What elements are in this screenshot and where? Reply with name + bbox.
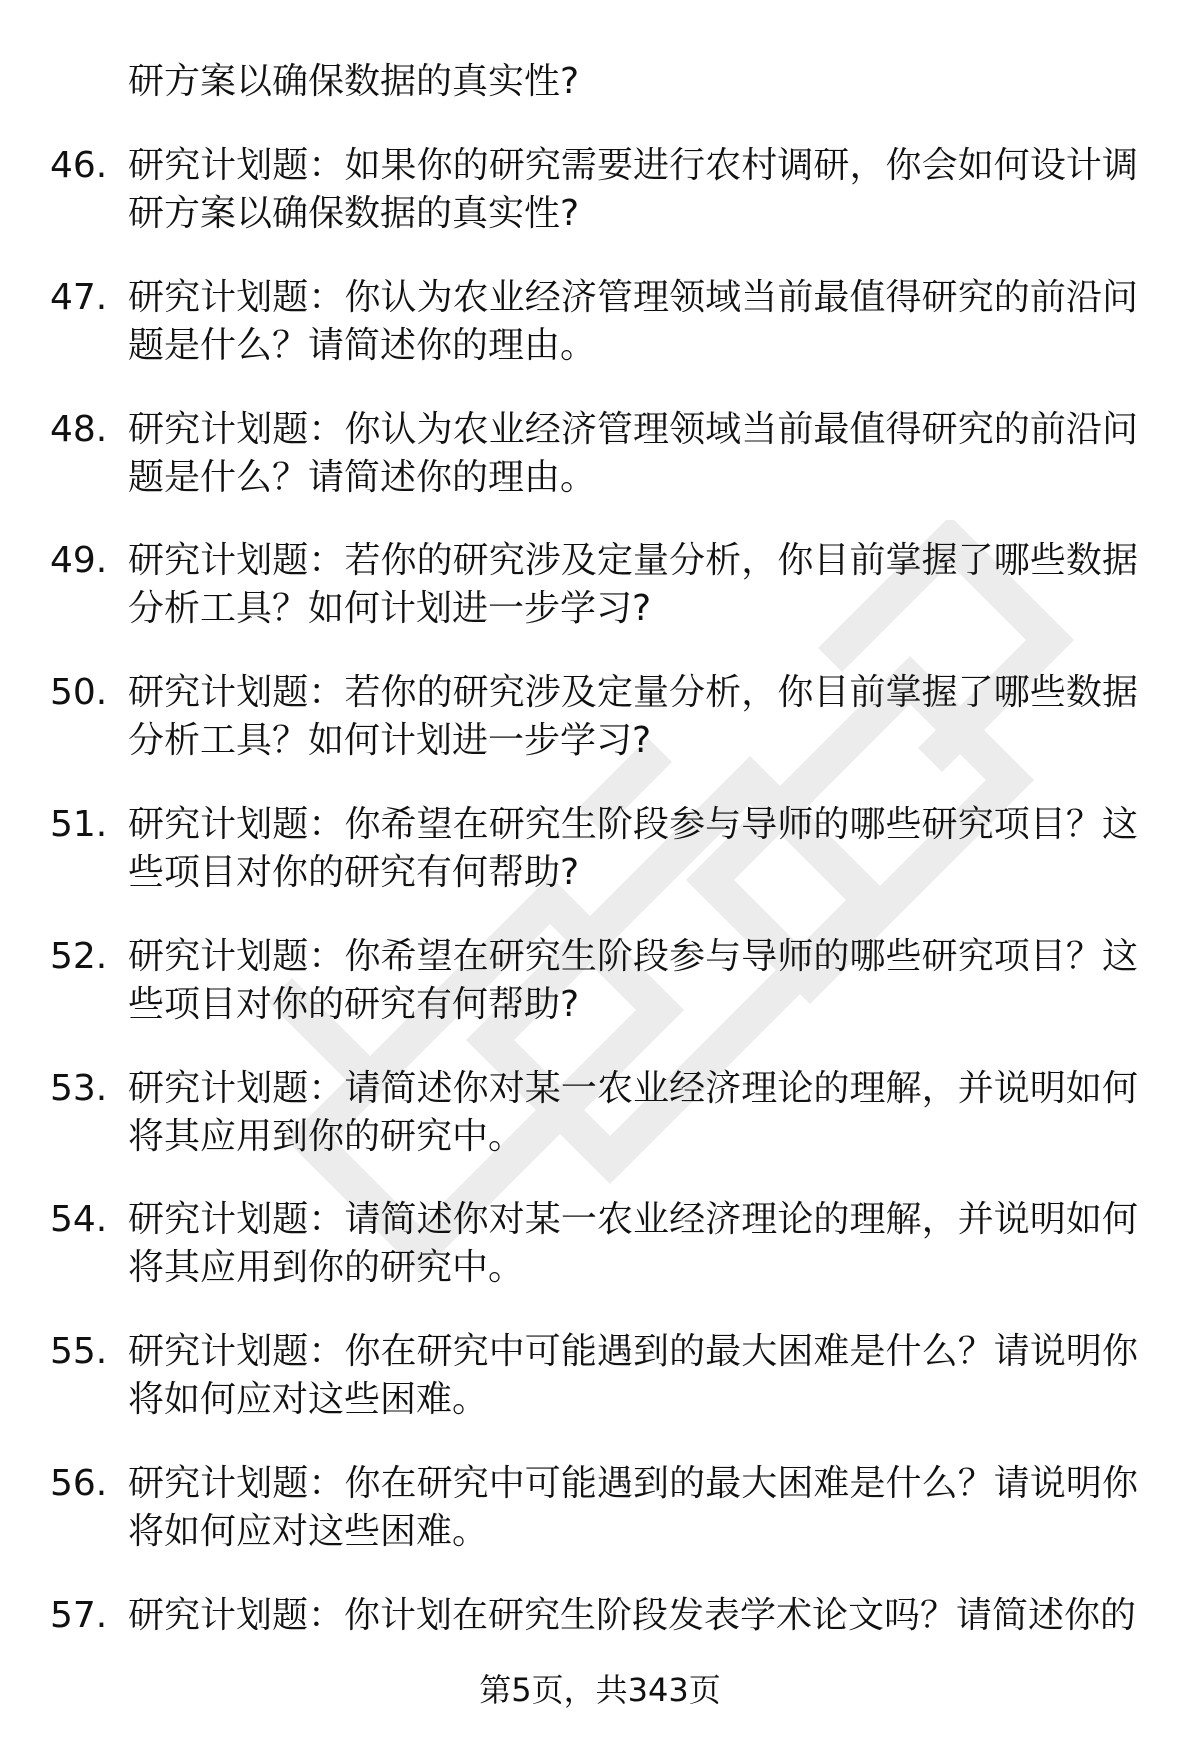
question-number: 47.	[50, 276, 108, 318]
question-number: 55.	[50, 1331, 108, 1373]
question-text: 研究计划题：你希望在研究生阶段参与导师的哪些研究项目？这些项目对你的研究有何帮助?	[128, 935, 1138, 1025]
question-number: 54.	[50, 1199, 108, 1241]
question-item	[0, 1196, 1200, 1308]
question-text: 研究计划题：若你的研究涉及定量分析，你目前掌握了哪些数据分析工具？如何计划进一步学习?	[128, 672, 1138, 762]
question-text: 研究计划题：你认为农业经济管理领域当前最值得研究的前沿问题是什么？请简述你的理由。	[128, 276, 1138, 366]
question-number: 57.	[50, 1594, 108, 1636]
question-text: 研究计划题：你认为农业经济管理领域当前最值得研究的前沿问题是什么？请简述你的理由。	[128, 408, 1138, 498]
question-number: 56.	[50, 1462, 108, 1504]
question-text: 研究计划题：你在研究中可能遇到的最大困难是什么？请说明你将如何应对这些困难。	[128, 1331, 1138, 1421]
question-text: 研究计划题：若你的研究涉及定量分析，你目前掌握了哪些数据分析工具？如何计划进一步学习?	[128, 540, 1138, 630]
page-footer: 第5页，共343页	[479, 1671, 721, 1709]
question-number: 48.	[50, 408, 108, 450]
question-text: 研究计划题：你计划在研究生阶段发表学术论文吗？请简述你的	[128, 1594, 1137, 1636]
question-item	[0, 406, 1200, 518]
question-item	[0, 1460, 1200, 1572]
question-item	[0, 933, 1200, 1045]
question-item	[0, 142, 1200, 254]
question-number: 46.	[50, 145, 108, 186]
question-text: 研究计划题：请简述你对某一农业经济理论的理解，并说明如何将其应用到你的研究中。	[128, 1067, 1138, 1157]
continuation-line: 研方案以确保数据的真实性?	[128, 61, 580, 102]
question-item	[0, 274, 1200, 386]
question-number: 50.	[50, 672, 108, 714]
question-item	[0, 1328, 1200, 1440]
question-number: 53.	[50, 1067, 108, 1109]
question-item	[0, 1065, 1200, 1177]
question-text: 研究计划题：你在研究中可能遇到的最大困难是什么？请说明你将如何应对这些困难。	[128, 1462, 1138, 1552]
question-item	[0, 537, 1200, 649]
question-item	[0, 669, 1200, 781]
question-item	[0, 801, 1200, 913]
question-text: 研究计划题：如果你的研究需要进行农村调研，你会如何设计调研方案以确保数据的真实性?	[128, 145, 1138, 234]
question-number: 49.	[50, 540, 108, 582]
question-number: 51.	[50, 803, 108, 845]
question-list	[0, 142, 1200, 1724]
question-text: 研究计划题：你希望在研究生阶段参与导师的哪些研究项目？这些项目对你的研究有何帮助?	[128, 803, 1138, 893]
question-text: 研究计划题：请简述你对某一农业经济理论的理解，并说明如何将其应用到你的研究中。	[128, 1199, 1138, 1289]
question-number: 52.	[50, 935, 108, 977]
